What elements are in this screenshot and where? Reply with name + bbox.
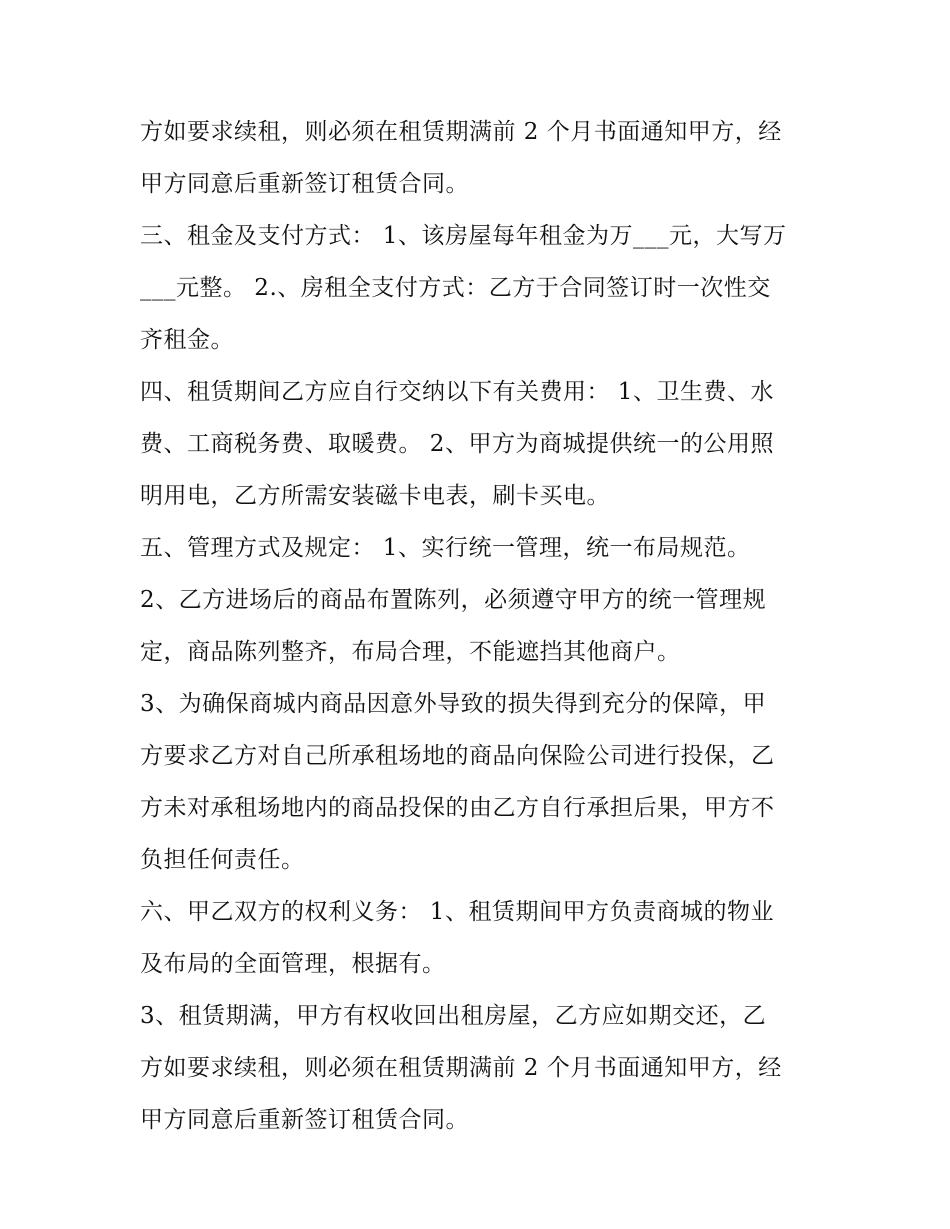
text-line: 三、租金及支付方式： 1、该房屋每年租金为万___元，大写万 [140,223,787,249]
text-line: 甲方同意后重新签订租赁合同。 [140,171,469,197]
text-line: 明用电，乙方所需安装磁卡电表，刷卡买电。 [140,483,610,509]
text-line: 3、租赁期满，甲方有权收回出租房屋，乙方应如期交还，乙 [140,1003,767,1029]
text-line: 2、乙方进场后的商品布置陈列，必须遵守甲方的统一管理规 [140,587,767,613]
text-line: 四、租赁期间乙方应自行交纳以下有关费用： 1、卫生费、水 [140,379,774,405]
text-line: 方如要求续租，则必须在租赁期满前 2 个月书面通知甲方，经 [140,119,782,145]
text-line: 定，商品陈列整齐，布局合理，不能遮挡其他商户。 [140,639,681,665]
text-line: 六、甲乙双方的权利义务： 1、租赁期间甲方负责商城的物业 [140,899,774,925]
text-line: ___元整。 2.、房租全支付方式：乙方于合同签订时一次性交 [140,275,771,301]
text-line: 方如要求续租，则必须在租赁期满前 2 个月书面通知甲方，经 [140,1055,782,1081]
text-line: 方要求乙方对自己所承租场地的商品向保险公司进行投保，乙 [140,743,775,769]
text-line: 甲方同意后重新签订租赁合同。 [140,1107,469,1133]
text-line: 3、为确保商城内商品因意外导致的损失得到充分的保障，甲 [140,691,767,717]
text-line: 及布局的全面管理，根据有。 [140,951,446,977]
text-line: 齐租金。 [140,327,234,353]
text-line: 费、工商税务费、取暖费。 2、甲方为商城提供统一的公用照 [140,431,774,457]
text-line: 方未对承租场地内的商品投保的由乙方自行承担后果，甲方不 [140,795,775,821]
text-line: 五、管理方式及规定： 1、实行统一管理，统一布局规范。 [140,535,751,561]
document-body [140,106,820,1146]
text-line: 负担任何责任。 [140,847,305,873]
